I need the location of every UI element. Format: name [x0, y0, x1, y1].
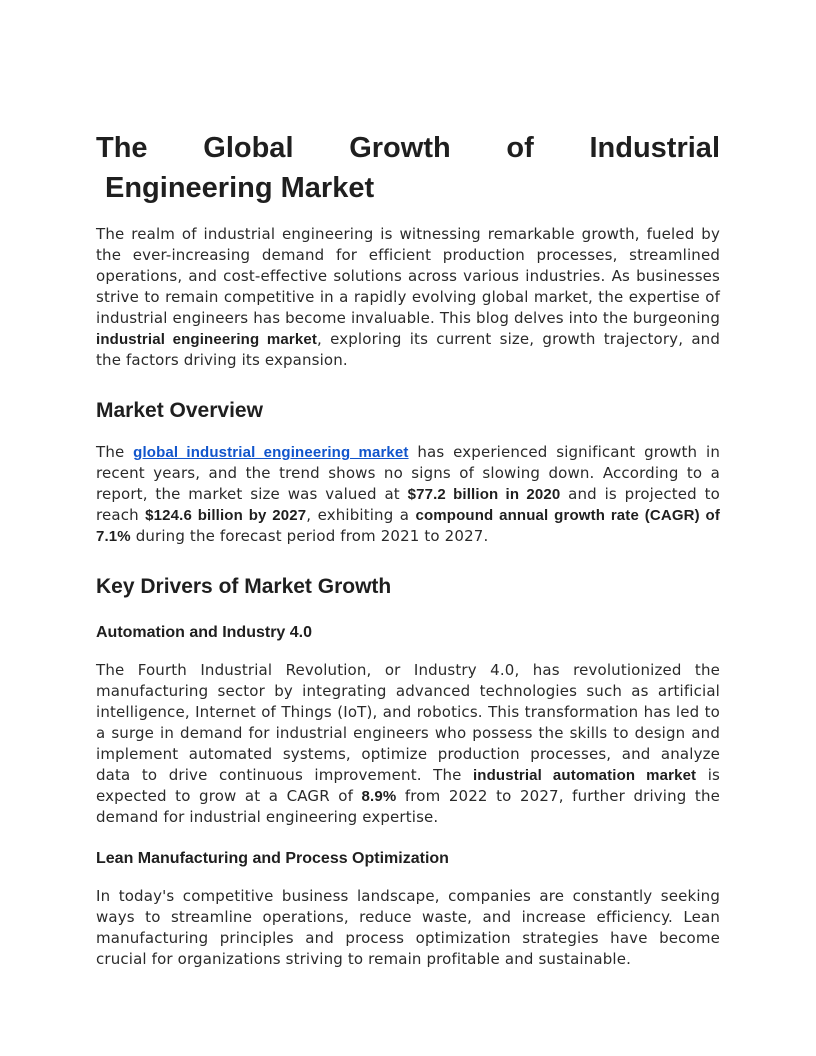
automation-paragraph	[96, 660, 720, 828]
market-report-link[interactable]: global industrial engineering market	[133, 444, 409, 461]
intro-paragraph	[96, 224, 720, 371]
automation-text-2: is expected to grow at a CAGR of	[96, 766, 720, 805]
automation-market-keyword: industrial automation market	[472, 767, 697, 784]
intro-keyword: industrial engineering market	[96, 331, 317, 348]
market-overview-heading: Market Overview	[96, 399, 263, 422]
overview-text-4: , exhibiting a	[306, 506, 416, 524]
market-size-2027: $124.6 billion by 2027	[145, 507, 307, 524]
automation-text: The Fourth Industrial Revolution, or Industry 4.0, has revolutionized the manufacturing sector by integrating advanced technologies such as artificial intelligence, Internet of Things (IoT), and robotics. This transformation has led to a surge in demand for industrial engineers who possess the skills to design and implement automated systems, optimize production processes, and analyze data to drive continuous improvement. The	[96, 661, 720, 784]
overview-text-5: during the forecast period from 2021 to 2027.	[130, 527, 489, 545]
intro-text-end: , exploring its current size, growth trajectory, and the factors driving its expansion.	[96, 330, 720, 369]
automation-cagr: 8.9%	[361, 788, 397, 805]
intro-text: The realm of industrial engineering is witnessing remarkable growth, fueled by the ever-increasing demand for efficient production processes, streamlined operations, and cost-effective solutions across various industries. As businesses strive to remain competitive in a rapidly evolving global market, the expertise of industrial engineers has become invaluable. This blog delves into the burgeoning	[96, 225, 720, 327]
automation-text-3: from 2022 to 2027, further driving the demand for industrial engineering expertise.	[96, 787, 720, 826]
overview-text-2: has experienced significant growth in recent years, and the trend shows no signs of slowing down. According to a report, the market size was valued at	[96, 443, 720, 503]
overview-text-3: and is projected to reach	[96, 485, 721, 524]
market-size-2020: $77.2 billion in 2020	[407, 486, 561, 503]
market-overview-paragraph	[96, 442, 720, 547]
lean-heading: Lean Manufacturing and Process Optimization	[96, 850, 449, 867]
lean-paragraph	[96, 886, 720, 970]
page-title-line-1: The Global Growth of Industrial	[96, 132, 720, 164]
page-title	[96, 128, 720, 208]
key-drivers-heading: Key Drivers of Market Growth	[96, 575, 392, 598]
automation-heading: Automation and Industry 4.0	[96, 624, 313, 641]
overview-text: The	[96, 443, 134, 461]
lean-text: In today's competitive business landscape, companies are constantly seeking ways to streamline operations, reduce waste, and increase efficiency. Lean manufacturing principles and process optimization strategies have become crucial for organizations striving to remain profitable and sustainable.	[96, 887, 720, 968]
cagr-value: compound annual growth rate (CAGR) of 7.1%	[96, 507, 721, 545]
page-title-line-2: Engineering Market	[105, 172, 375, 204]
